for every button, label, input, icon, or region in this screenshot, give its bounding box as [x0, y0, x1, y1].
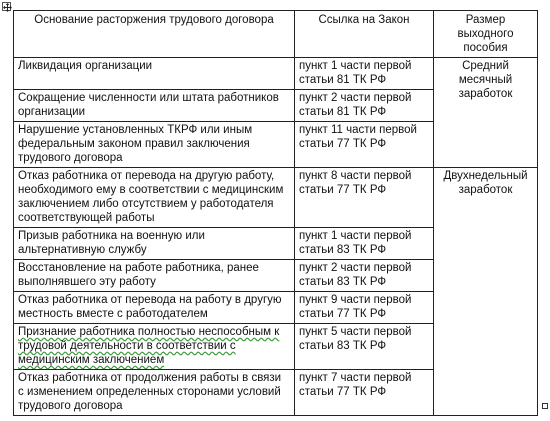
law-cell[interactable]: пункт 1 части первой статьи 83 ТК РФ [295, 228, 434, 260]
law-cell[interactable]: пункт 2 части первой статьи 81 ТК РФ [295, 90, 434, 122]
basis-cell[interactable]: Сокращение численности или штата работников организации [14, 90, 295, 122]
basis-cell[interactable]: Отказ работника от продолжения работы в связи с изменением определенных сторонами условий трудового договора [14, 370, 295, 416]
severance-table [13, 10, 538, 416]
law-cell[interactable]: пункт 8 части первой статьи 77 ТК РФ [295, 168, 434, 228]
pay-cell-average[interactable]: Средний месячный заработок [434, 58, 538, 168]
basis-cell[interactable]: Отказ работника от перевода на другую работу, необходимого ему в соответствии с медицинским заключением либо отсутствием у работодателя соответствующей работы [14, 168, 295, 228]
table-move-handle[interactable] [2, 2, 11, 11]
law-cell[interactable]: пункт 7 части первой статьи 77 ТК РФ [295, 370, 434, 416]
basis-cell[interactable]: Нарушение установленных ТКРФ или иным федеральным законом правил заключения трудового договора [14, 122, 295, 168]
header-basis: Основание расторжения трудового договора [14, 11, 295, 58]
law-cell[interactable]: пункт 9 части первой статьи 77 ТК РФ [295, 292, 434, 324]
header-law: Ссылка на Закон [295, 11, 434, 58]
table-row [14, 168, 538, 228]
table-header-row [14, 11, 538, 58]
law-cell[interactable]: пункт 1 части первой статьи 81 ТК РФ [295, 58, 434, 90]
basis-cell[interactable]: Восстановление на работе работника, ранее выполнявшего эту работу [14, 260, 295, 292]
basis-cell[interactable]: Ликвидация организации [14, 58, 295, 90]
move-arrows-icon [3, 3, 12, 12]
grammar-flagged-text: Признание работника полностью неспособным к трудовой деятельности в соответствии с медицинским заключением [18, 326, 280, 366]
basis-cell[interactable] [14, 324, 295, 370]
pay-cell-two-weeks[interactable]: Двухнедельный заработок [434, 168, 538, 416]
law-cell[interactable]: пункт 5 части первой статьи 83 ТК РФ [295, 324, 434, 370]
law-cell[interactable]: пункт 11 части первой статьи 77 ТК РФ [295, 122, 434, 168]
basis-cell[interactable]: Отказ работника от перевода на работу в другую местность вместе с работодателем [14, 292, 295, 324]
header-pay: Размер выходного пособия [434, 11, 538, 58]
law-cell[interactable]: пункт 2 части первой статьи 83 ТК РФ [295, 260, 434, 292]
table-row [14, 58, 538, 90]
table-resize-handle[interactable] [542, 403, 548, 409]
basis-cell[interactable]: Призыв работника на военную или альтернативную службу [14, 228, 295, 260]
